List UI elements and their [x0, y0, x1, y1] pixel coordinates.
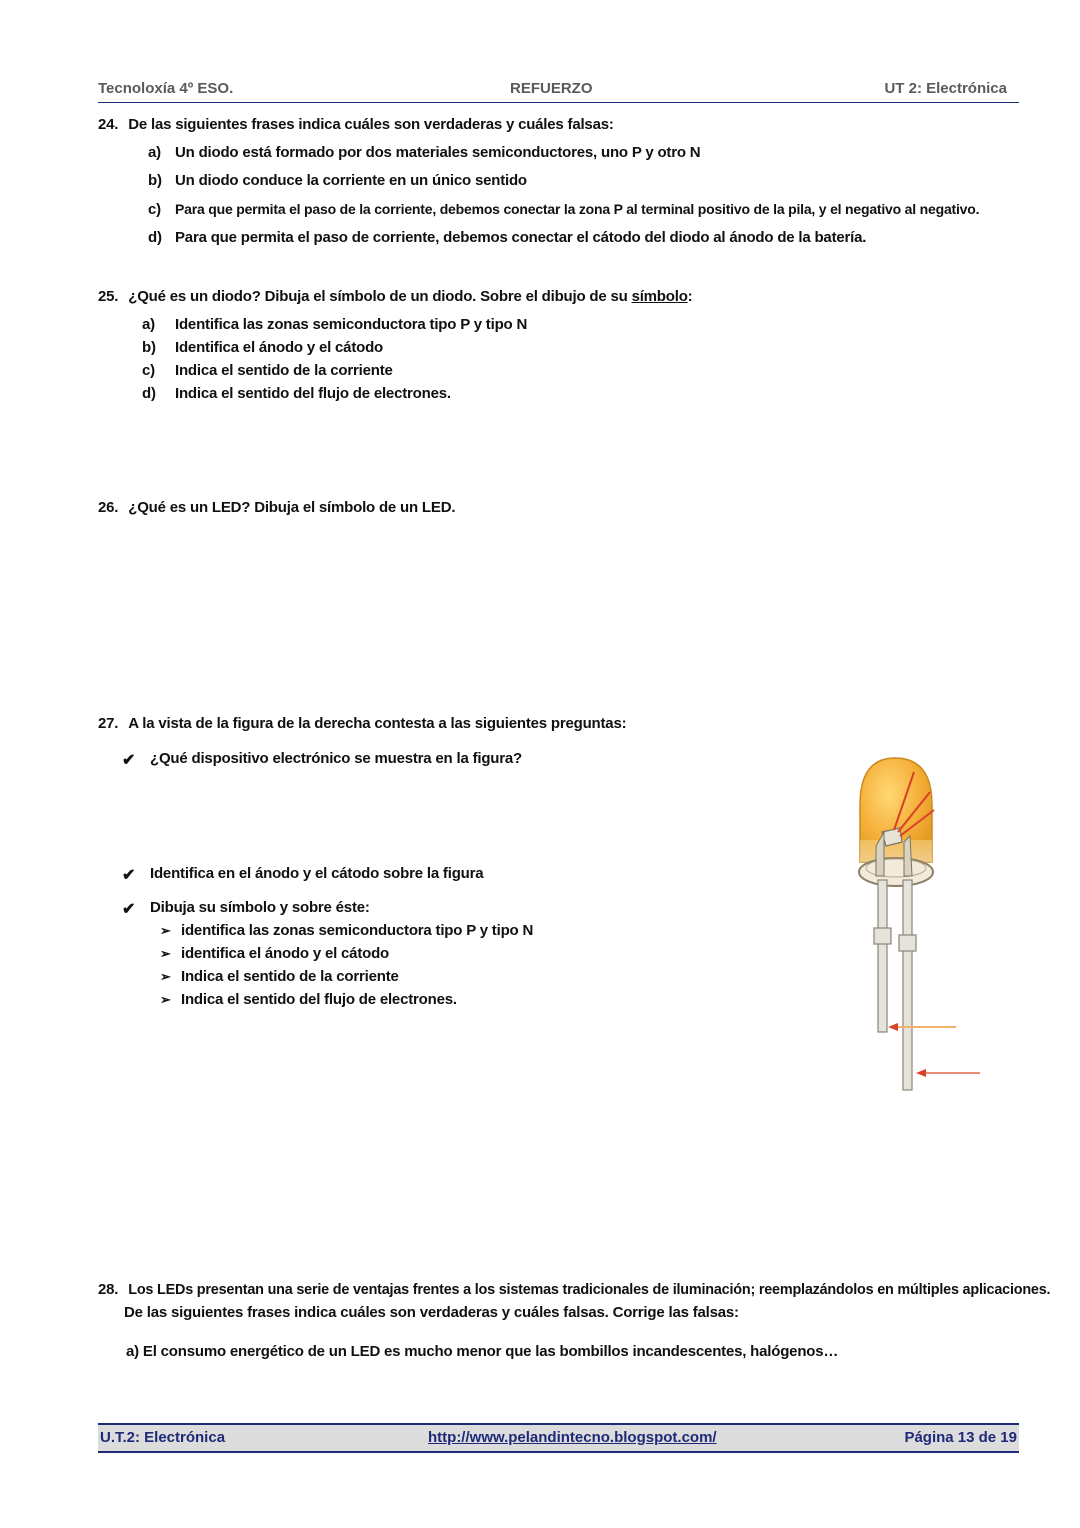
q28-item-a: a) El consumo energético de un LED es mucho menor que las bombillos incandescentes, halógenos… — [126, 1343, 839, 1360]
arrowhead-bullet-icon: ➢ — [160, 969, 171, 984]
q27-text: A la vista de la figura de la derecha contesta a las siguientes preguntas: — [128, 715, 627, 732]
q28-line1: Los LEDs presentan una serie de ventajas frentes a los sistemas tradicionales de iluminación; reemplazándolos en múltiples aplicaciones. — [128, 1282, 1051, 1298]
q28-number: 28. — [98, 1281, 119, 1298]
subitem-text: identifica las zonas semiconductora tipo P y tipo N — [181, 922, 534, 939]
q25-text: ¿Qué es un diodo? Dibuja el símbolo de un diodo. Sobre el dibujo de su — [128, 288, 632, 305]
q24-item-c — [148, 201, 980, 218]
q24-question — [98, 116, 614, 133]
item-text: Un diodo conduce la corriente en un único sentido — [175, 172, 527, 189]
item-text: Identifica el ánodo y el cátodo — [175, 339, 384, 356]
q28-question — [98, 1281, 1050, 1298]
item-text: Para que permita el paso de la corriente, debemos conectar la zona P al terminal positivo de la pila, y el negativo al negativo. — [175, 201, 980, 217]
cathode-arrowhead — [916, 1069, 926, 1077]
q25-item-b — [142, 339, 384, 356]
q24-text: De las siguientes frases indica cuáles son verdaderas y cuáles falsas: — [128, 116, 614, 133]
q25-number: 25. — [98, 288, 119, 305]
arrowhead-bullet-icon: ➢ — [160, 946, 171, 961]
footer-page-number: Página 13 de 19 — [904, 1429, 1017, 1446]
q25-item-a — [142, 316, 528, 333]
q25-item-d — [142, 385, 451, 402]
arrowhead-bullet-icon: ➢ — [160, 992, 171, 1007]
check-text: Identifica en el ánodo y el cátodo sobre la figura — [150, 865, 484, 882]
footer-left: U.T.2: Electrónica — [100, 1429, 226, 1446]
q24-item-d — [148, 229, 867, 246]
q25-underlined: símbolo — [631, 288, 688, 305]
item-letter: a) — [148, 144, 161, 161]
item-letter: a) — [142, 316, 155, 333]
header-left: Tecnoloxía 4º ESO. — [98, 80, 234, 97]
q24-number: 24. — [98, 116, 119, 133]
item-letter: b) — [148, 172, 162, 189]
check-text: Dibuja su símbolo y sobre éste: — [150, 899, 370, 916]
checkmark-icon: ✔ — [122, 867, 136, 884]
checkmark-icon: ✔ — [122, 901, 136, 918]
header-center: REFUERZO — [510, 80, 593, 97]
item-letter: b) — [142, 339, 156, 356]
item-letter: c) — [142, 362, 155, 379]
q26-number: 26. — [98, 499, 119, 516]
checkmark-icon: ✔ — [122, 752, 136, 769]
q26-text: ¿Qué es un LED? Dibuja el símbolo de un LED. — [128, 499, 456, 516]
q25-colon: : — [687, 288, 693, 305]
q24-item-a — [148, 144, 701, 161]
led-leg-right — [903, 880, 912, 1090]
q25-item-c — [142, 362, 393, 379]
subitem-text: identifica el ánodo y el cátodo — [181, 945, 390, 962]
item-text: Indica el sentido del flujo de electrones. — [175, 385, 451, 402]
q25-question — [98, 288, 692, 305]
check-text: ¿Qué dispositivo electrónico se muestra en la figura? — [150, 750, 522, 767]
led-rim — [859, 858, 933, 886]
q27-number: 27. — [98, 715, 119, 732]
item-letter: c) — [148, 201, 161, 218]
item-letter: d) — [148, 229, 162, 246]
item-text: Identifica las zonas semiconductora tipo P y tipo N — [175, 316, 528, 333]
page-footer — [98, 1423, 1019, 1453]
q24-item-b — [148, 172, 527, 189]
subitem-text: Indica el sentido del flujo de electrones. — [181, 991, 457, 1008]
subitem-text: Indica el sentido de la corriente — [181, 968, 399, 985]
page-header — [98, 78, 1019, 103]
anode-arrowhead — [888, 1023, 898, 1031]
q27-question — [98, 715, 626, 732]
footer-link[interactable]: http://www.pelandintecno.blogspot.com/ — [428, 1429, 717, 1446]
led-illustration — [840, 750, 1000, 1100]
item-letter: d) — [142, 385, 156, 402]
item-text: Para que permita el paso de corriente, debemos conectar el cátodo del diodo al ánodo de la batería. — [175, 229, 867, 246]
q28-line2: De las siguientes frases indica cuáles son verdaderas y cuáles falsas. Corrige las falsas: — [124, 1304, 739, 1321]
q26-question — [98, 499, 455, 516]
item-text: Un diodo está formado por dos materiales semiconductores, uno P y otro N — [175, 144, 701, 161]
header-right: UT 2: Electrónica — [884, 80, 1007, 97]
item-text: Indica el sentido de la corriente — [175, 362, 393, 379]
led-leg-left — [878, 880, 887, 1032]
arrowhead-bullet-icon: ➢ — [160, 923, 171, 938]
